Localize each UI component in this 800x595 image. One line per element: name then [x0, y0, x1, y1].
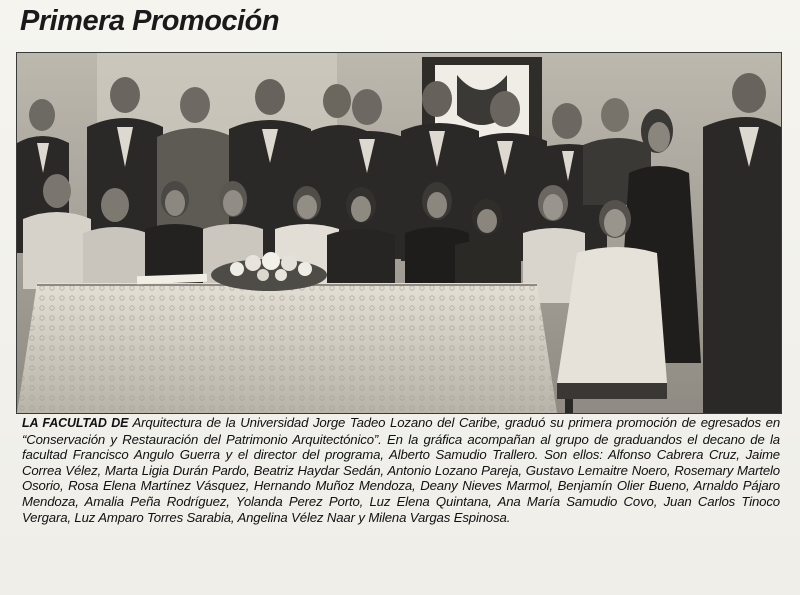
group-photo-illustration: [17, 53, 781, 413]
headline: Primera Promoción: [20, 5, 280, 37]
caption-lead: LA FACULTAD DE: [22, 416, 129, 430]
caption-body: Arquitectura de la Universidad Jorge Tadeo Lozano del Caribe, graduó su primera promoción de egresados en “Conservación y Restauración del Patrimonio Arquitectónico”. En la gráfica acompañan al grupo de graduandos el decano de la facultad Francisco Angulo Guerra y el director del programa, Alberto Samudio Trallero. Son ellos: Alfonso Cabrera Cruz, Jaime Correa Vélez, Marta Ligia Durán Pardo, Beatriz Haydar Sedán, Antonio Lozano Pareja, Gustavo Lemaitre Noero, Rosemary Martelo Osorio, Rosa Elena Martínez Vásquez, Hernando Muñoz Mendoza, Deany Nieves Marmol, Benjamín Olier Bueno, Arnaldo Pájaro Mendoza, Amalia Peña Rodríguez, Yolanda Perez Porto, Luz Elena Quintana, Ana María Samudio Covo, Juan Carlos Tinoco Vergara, Luz Amparo Torres Sarabia, Angelina Vélez Naar y Milena Vargas Espinosa.: [22, 415, 780, 525]
photo-caption: [22, 415, 780, 525]
group-photo: [16, 52, 782, 414]
